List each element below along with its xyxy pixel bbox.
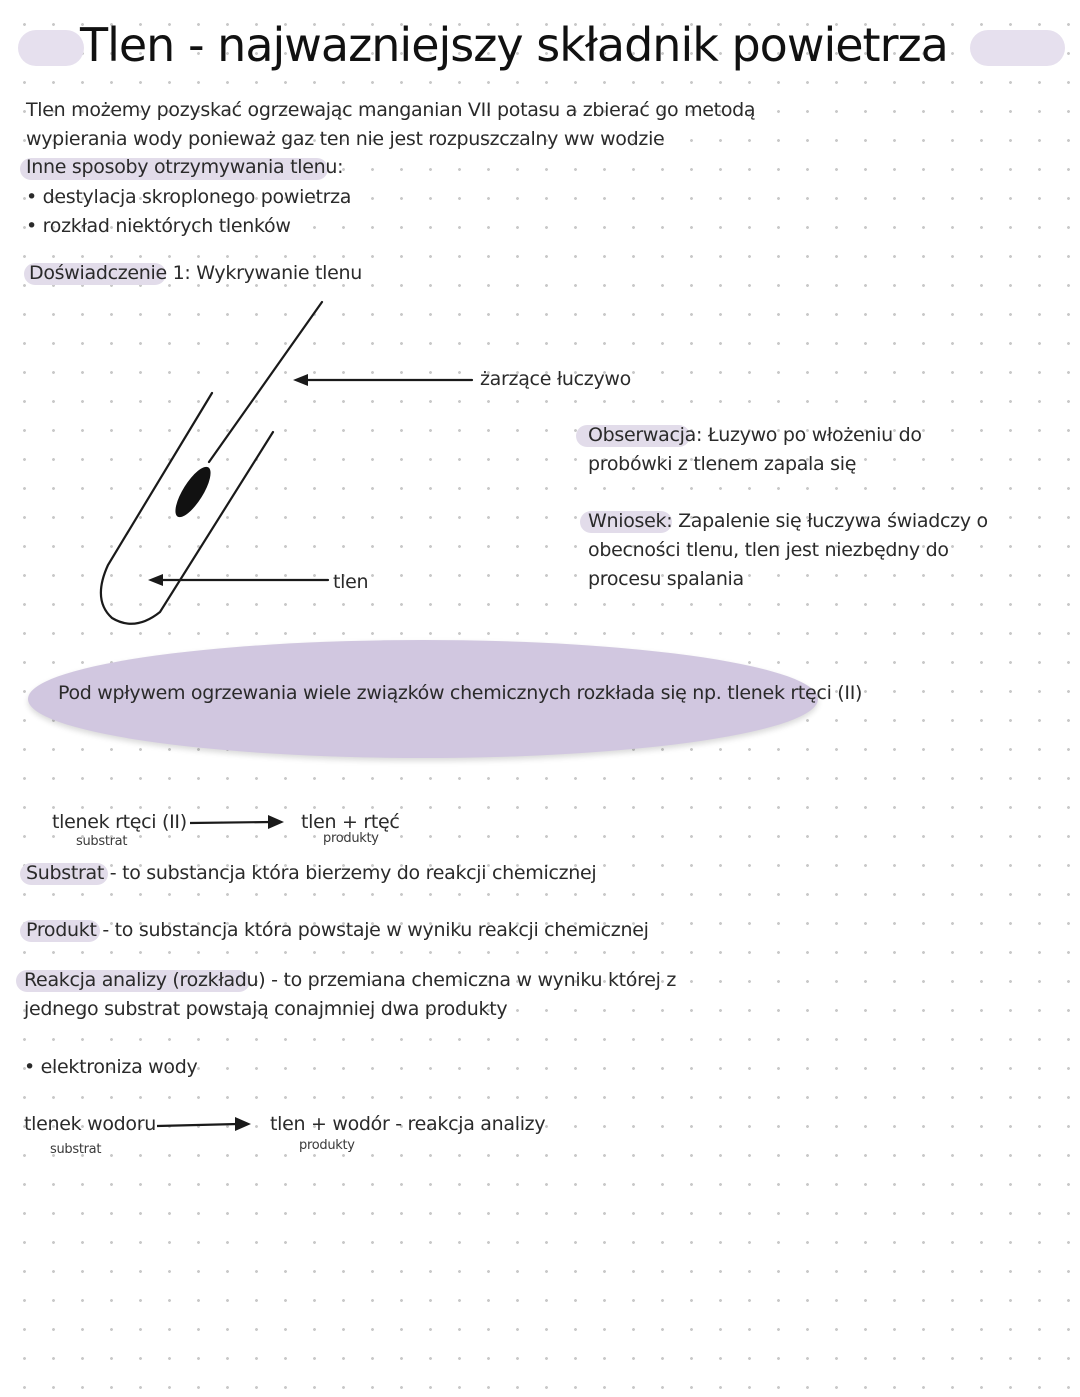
substrate-term: Substrat bbox=[26, 862, 105, 884]
electrolysis-text: elektroniza wody bbox=[40, 1056, 198, 1078]
experiment-label: Doświadczenie 1: bbox=[29, 262, 191, 284]
product-definition: - to substancja która powstaje w wyniku reakcji chemicznej bbox=[102, 919, 649, 941]
label-oxygen: tlen bbox=[333, 571, 369, 593]
methods-item-2-text: rozkład niektórych tlenków bbox=[42, 215, 291, 237]
methods-item-2: • rozkład niektórych tlenków bbox=[26, 215, 291, 237]
arrow-oxygen-head bbox=[148, 574, 163, 586]
page-title: Tlen - najwazniejszy składnik powietrza bbox=[80, 18, 948, 72]
substrate-definition: - to substancja która bierzemy do reakcji chemicznej bbox=[109, 862, 597, 884]
product-term: Produkt bbox=[26, 919, 97, 941]
methods-heading: Inne sposoby otrzymywania tlenu: bbox=[26, 156, 344, 178]
intro-line-2: wypierania wody ponieważ gaz ten nie jest rozpuszczalny ww wodzie bbox=[26, 128, 665, 150]
reaction1-arrow-line bbox=[190, 822, 272, 823]
banner-text: Pod wpływem ogrzewania wiele związków chemicznych rozkłada się np. tlenek rtęci (II) bbox=[58, 682, 863, 704]
reaction1-substrate: tlenek rtęci (II) bbox=[52, 811, 187, 833]
reaction2-products: tlen + wodór - reakcja analizy bbox=[270, 1113, 546, 1135]
reaction1-substrate-note: substrat bbox=[76, 834, 128, 849]
observation-line-2: probówki z tlenem zapala się bbox=[588, 453, 857, 475]
methods-item-1: • destylacja skroplonego powietrza bbox=[26, 186, 352, 208]
analysis-definition-2: jednego substrat powstają conajmniej dwa produkty bbox=[24, 998, 508, 1020]
intro-line-1: Tlen możemy pozyskać ogrzewając manganian VII potasu a zbierać go metodą bbox=[26, 99, 756, 121]
experiment-title: Wykrywanie tlenu bbox=[196, 262, 362, 284]
label-glowing-splint: żarzące łuczywo bbox=[480, 368, 631, 390]
glowing-splint-tip bbox=[169, 462, 217, 522]
observation-label: Obserwacja: bbox=[588, 424, 703, 446]
conclusion-line-1 bbox=[588, 510, 988, 532]
reaction1-products-note: produkty bbox=[323, 831, 379, 846]
reaction2-arrow-line bbox=[157, 1124, 238, 1126]
conclusion-text-1: Zapalenie się łuczywa świadczy o bbox=[678, 510, 988, 532]
analysis-term: Reakcja analizy (rozkładu) bbox=[24, 969, 266, 991]
reaction2-arrow-head bbox=[235, 1117, 251, 1131]
reaction2-substrate: tlenek wodoru bbox=[24, 1113, 156, 1135]
electrolysis-item: • elektroniza wody bbox=[24, 1056, 198, 1078]
observation-line-1 bbox=[588, 424, 922, 446]
reaction1-products: tlen + rtęć bbox=[301, 811, 400, 833]
conclusion-line-2: obecności tlenu, tlen jest niezbędny do bbox=[588, 539, 949, 561]
definition-product bbox=[26, 919, 649, 941]
reaction2-substrate-note: substrat bbox=[50, 1142, 102, 1157]
definition-analysis-line-1 bbox=[24, 969, 676, 991]
observation-text-1: Łuzywo po włożeniu do bbox=[707, 424, 922, 446]
reaction2-products-note: produkty bbox=[299, 1138, 355, 1153]
methods-item-1-text: destylacja skroplonego powietrza bbox=[42, 186, 352, 208]
conclusion-line-3: procesu spalania bbox=[588, 568, 744, 590]
analysis-definition-1: - to przemiana chemiczna w wyniku której z bbox=[271, 969, 677, 991]
conclusion-label: Wniosek: bbox=[588, 510, 673, 532]
definition-substrate bbox=[26, 862, 596, 884]
reaction1-arrow-head bbox=[268, 815, 284, 829]
arrow-splint-head bbox=[293, 374, 308, 386]
